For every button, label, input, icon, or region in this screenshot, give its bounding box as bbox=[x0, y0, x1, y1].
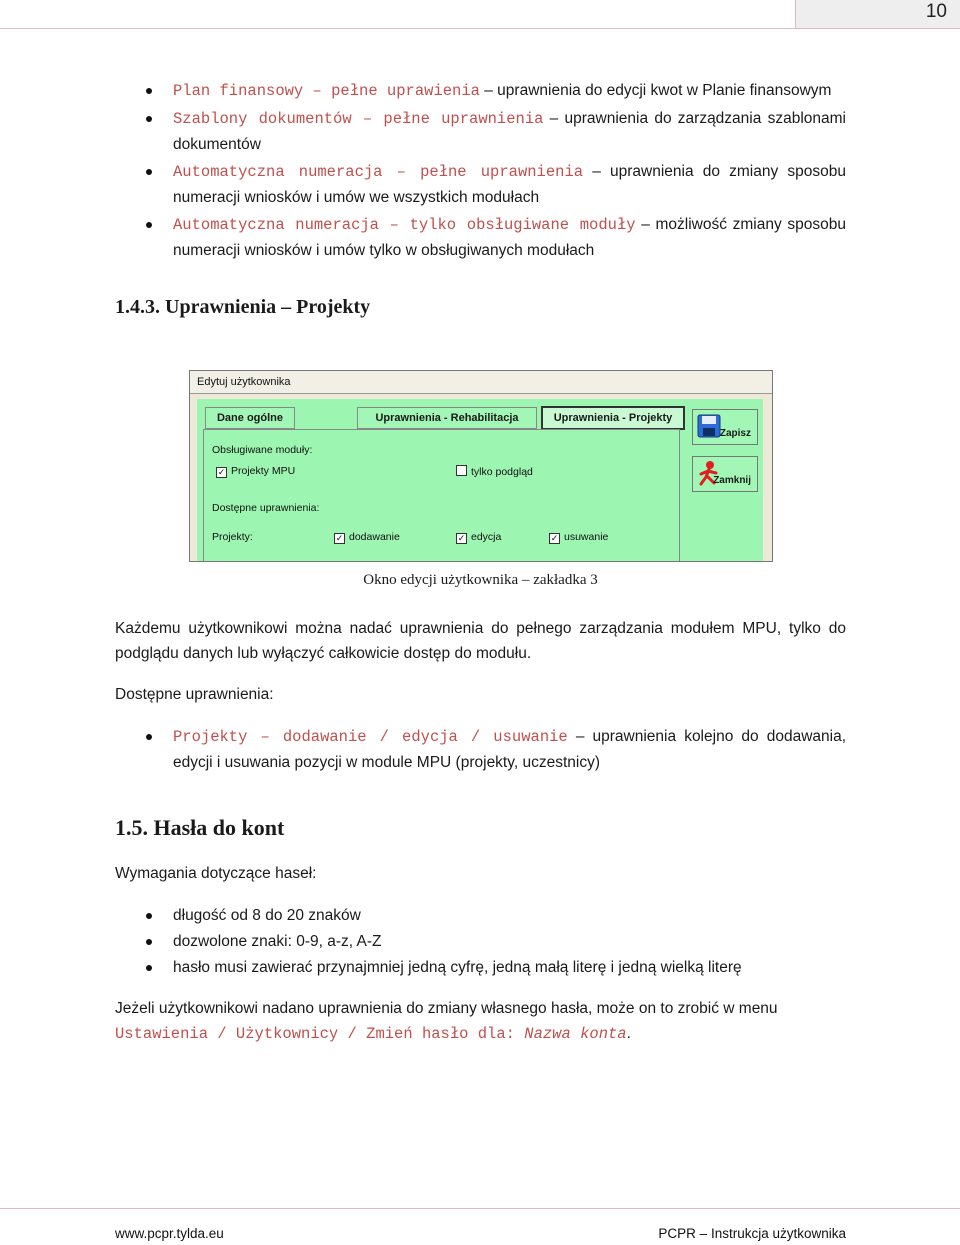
permission-desc: – uprawnienia do edycji kwot w Planie finansowym bbox=[479, 82, 832, 99]
permission-code: Plan finansowy – pełne uprawienia bbox=[173, 82, 480, 100]
permission-code: Automatyczna numeracja – pełne uprawnienia bbox=[173, 163, 584, 181]
checkbox-tylko-podglad-label: tylko podgląd bbox=[471, 466, 533, 478]
list-item: hasło musi zawierać przynajmniej jedną cyfrę, jedną małą literę i jedną wielką literę bbox=[115, 955, 846, 980]
checkbox-usuwanie-box[interactable]: ✓ bbox=[550, 533, 559, 543]
checkbox-edycja-box[interactable]: ✓ bbox=[457, 533, 466, 543]
checkbox-usuwanie-label: usuwanie bbox=[564, 531, 609, 543]
permission-code: Szablony dokumentów – pełne uprawnienia bbox=[173, 110, 544, 128]
permission-desc: – uprawnienia do zarządzania szablonami dokumentów bbox=[173, 110, 846, 153]
permission-code: Automatyczna numeracja – tylko obsługiwane moduły bbox=[173, 216, 636, 234]
page-content bbox=[115, 78, 846, 319]
group-label-available: Dostępne uprawnienia: bbox=[212, 502, 320, 514]
save-button-label: Zapisz bbox=[719, 428, 751, 439]
dialog-body bbox=[197, 399, 763, 562]
checkbox-dodawanie[interactable] bbox=[334, 531, 400, 544]
tab-uprawnienia-rehabilitacja[interactable]: Uprawnienia - Rehabilitacja bbox=[357, 407, 537, 429]
list-item bbox=[115, 724, 846, 775]
list-item bbox=[115, 212, 846, 263]
checkbox-tylko-podglad-box[interactable] bbox=[456, 465, 467, 476]
edit-user-dialog bbox=[189, 370, 773, 562]
list-item bbox=[115, 78, 846, 104]
change-password-text: Jeżeli użytkownikowi nadano uprawnienia do zmiany własnego hasła, może on to zrobić w menu bbox=[115, 1000, 778, 1017]
permission-desc: – możliwość zmiany sposobu numeracji wniosków i umów tylko w obsługiwanych modułach bbox=[173, 216, 846, 259]
close-button[interactable] bbox=[692, 456, 758, 492]
floppy-disk-icon bbox=[696, 413, 722, 439]
page-number-box bbox=[795, 0, 960, 29]
menu-end: . bbox=[626, 1025, 631, 1042]
paragraph-change-password bbox=[115, 996, 846, 1047]
paragraph-available: Dostępne uprawnienia: bbox=[115, 686, 274, 703]
list-item: długość od 8 do 20 znaków bbox=[115, 903, 846, 928]
permissions-panel bbox=[203, 429, 680, 562]
footer-rule bbox=[0, 1208, 960, 1209]
list-item bbox=[115, 159, 846, 210]
footer-title: PCPR – Instrukcja użytkownika bbox=[658, 1226, 846, 1241]
checkbox-dodawanie-box[interactable]: ✓ bbox=[335, 533, 344, 543]
permission-code: Projekty – dodawanie / edycja / usuwanie bbox=[173, 728, 568, 746]
menu-item: Nazwa konta bbox=[524, 1025, 627, 1043]
checkbox-projekty-mpu-label: Projekty MPU bbox=[231, 465, 296, 477]
checkbox-edycja[interactable] bbox=[456, 531, 501, 544]
permission-desc: – uprawnienia do zmiany sposobu numeracji wniosków i umów we wszystkich modułach bbox=[173, 163, 846, 206]
page-number: 10 bbox=[925, 1, 947, 22]
password-rules-list bbox=[115, 903, 846, 980]
list-item: dozwolone znaki: 0-9, a-z, A-Z bbox=[115, 929, 846, 954]
checkbox-tylko-podglad[interactable] bbox=[456, 465, 533, 478]
page-content-lower bbox=[115, 572, 846, 1047]
paragraph-password-req: Wymagania dotyczące haseł: bbox=[115, 865, 317, 882]
paragraph-permissions-intro: Każdemu użytkownikowi można nadać uprawnienia do pełnego zarządzania modułem MPU, tylko do podglądu danych lub wyłączyć całkowicie dostęp do modułu. bbox=[115, 620, 846, 662]
header-rule bbox=[0, 0, 795, 29]
menu-path: Ustawienia / Użytkownicy / Zmień hasło dla: bbox=[115, 1025, 525, 1043]
checkbox-usuwanie[interactable] bbox=[549, 531, 608, 544]
checkbox-projekty-mpu[interactable] bbox=[216, 465, 295, 478]
save-button[interactable] bbox=[692, 409, 758, 445]
permission-desc: – uprawnienia kolejno do dodawania, edycji i usuwania pozycji w module MPU (projekty, uczestnicy) bbox=[173, 728, 847, 771]
checkbox-projekty-mpu-box[interactable]: ✓ bbox=[217, 467, 226, 477]
section-heading-1-4-3: 1.4.3. Uprawnienia – Projekty bbox=[115, 296, 371, 318]
checkbox-edycja-label: edycja bbox=[471, 531, 502, 543]
dialog-title: Edytuj użytkownika bbox=[197, 376, 291, 388]
checkbox-dodawanie-label: dodawanie bbox=[349, 531, 400, 543]
row-label-projekty: Projekty: bbox=[212, 531, 253, 543]
close-button-label: Zamknij bbox=[713, 475, 751, 486]
section-heading-1-5: 1.5. Hasła do kont bbox=[115, 815, 285, 840]
list-item bbox=[115, 106, 846, 157]
group-label-modules: Obsługiwane moduły: bbox=[212, 444, 313, 456]
dialog-titlebar bbox=[190, 371, 772, 394]
permissions-list bbox=[115, 78, 846, 263]
figure-caption: Okno edycji użytkownika – zakładka 3 bbox=[363, 572, 598, 588]
footer-url: www.pcpr.tylda.eu bbox=[115, 1226, 224, 1241]
tab-dane-ogolne[interactable]: Dane ogólne bbox=[205, 407, 295, 429]
tab-uprawnienia-projekty[interactable]: Uprawnienia - Projekty bbox=[541, 406, 685, 430]
